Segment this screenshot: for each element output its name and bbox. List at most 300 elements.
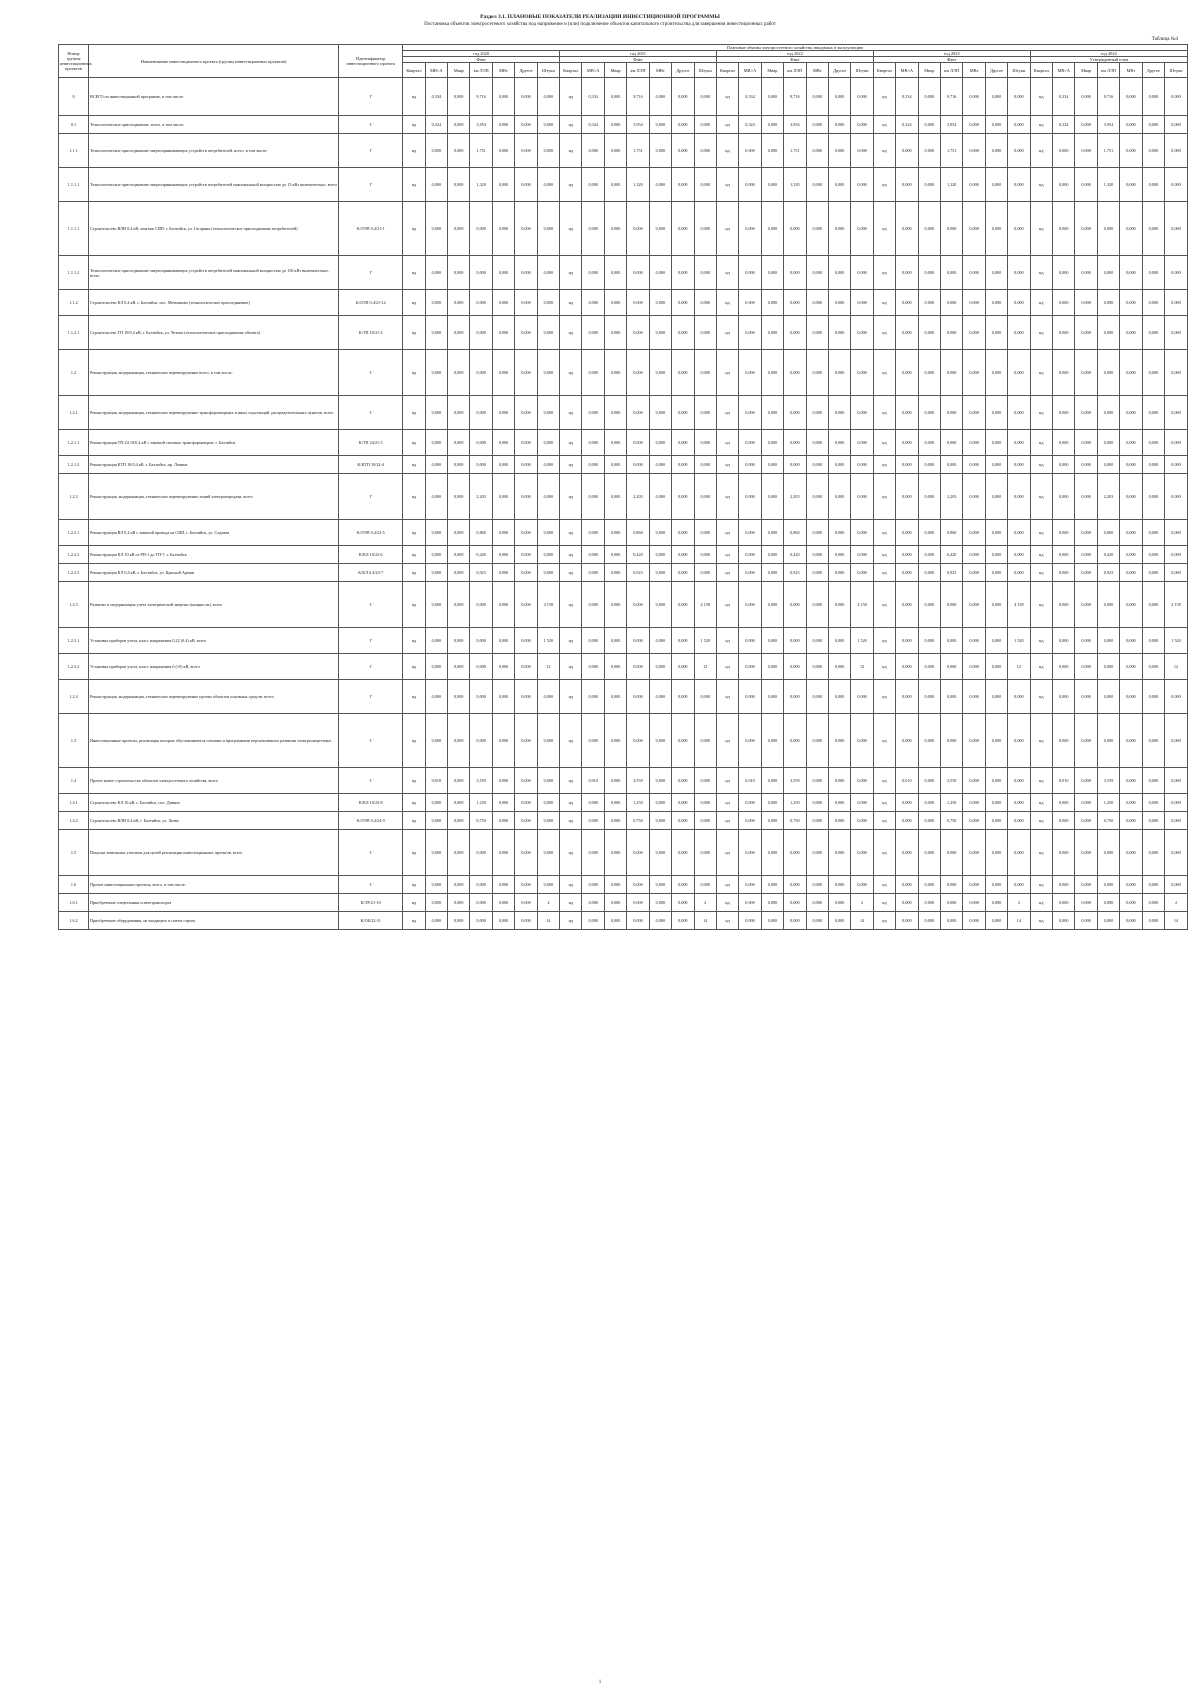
cell-value: 0,000 — [672, 78, 694, 116]
cell-value: 0,000 — [425, 654, 447, 680]
cell-quarter: нд — [873, 78, 895, 116]
cell-value: 0,000 — [784, 396, 806, 430]
cell-quarter: нд — [560, 474, 582, 520]
cell-value: 0,000 — [851, 456, 873, 474]
cell-value: 0,000 — [851, 290, 873, 316]
cell-value: 0,000 — [985, 768, 1007, 794]
cell-quarter: нд — [403, 134, 425, 168]
cell-value: 0,000 — [963, 654, 985, 680]
cell-value: 0,000 — [649, 794, 671, 812]
cell-value: 0,000 — [1008, 78, 1030, 116]
cell-quarter: нд — [403, 564, 425, 582]
cell-value: 1 520 — [1165, 628, 1188, 654]
measure-header: МВт — [649, 63, 671, 78]
cell-value: 0,000 — [425, 474, 447, 520]
cell-value: 0,000 — [470, 316, 492, 350]
cell-value: 0,000 — [1120, 830, 1142, 876]
cell-value: 0,000 — [806, 680, 828, 714]
cell-value: 9,716 — [627, 78, 649, 116]
cell-value: 0,000 — [492, 812, 514, 830]
cell-value: 0,000 — [470, 256, 492, 290]
table-row — [59, 894, 1188, 912]
cell-value: 0,000 — [537, 134, 559, 168]
cell-value: 0,000 — [828, 430, 850, 456]
cell-value: 0,000 — [649, 768, 671, 794]
cell-value: 0,000 — [1008, 168, 1030, 202]
cell-value: 0,000 — [851, 168, 873, 202]
cell-value: 0,000 — [1097, 396, 1119, 430]
cell-value: 0,000 — [806, 894, 828, 912]
cell-value: 0,000 — [985, 894, 1007, 912]
table-row — [59, 396, 1188, 430]
cell-quarter: нд — [1030, 396, 1052, 430]
cell-value: 0,000 — [1053, 564, 1075, 582]
cell-value: 0,000 — [963, 830, 985, 876]
cell-value: 0,334 — [1053, 78, 1075, 116]
cell-value: 0,000 — [627, 396, 649, 430]
cell-value: 0,000 — [985, 256, 1007, 290]
row-name: Приобретение оборудования, не входящего в сметы строек — [89, 912, 339, 930]
cell-value: 0,000 — [739, 290, 761, 316]
cell-value: 0,000 — [694, 680, 716, 714]
cell-value: 0,000 — [1142, 628, 1164, 654]
cell-value: 0,000 — [739, 202, 761, 256]
cell-value: 0,420 — [784, 546, 806, 564]
cell-value: 0,000 — [761, 430, 783, 456]
cell-value: 0,000 — [604, 290, 626, 316]
cell-value: 0,000 — [1142, 290, 1164, 316]
measure-header: Мвар — [448, 63, 470, 78]
row-code: 1.2.3.1 — [59, 628, 89, 654]
measure-header: Другое — [985, 63, 1007, 78]
cell-value: 0,000 — [806, 116, 828, 134]
cell-value: 0,750 — [1097, 812, 1119, 830]
cell-value: 0,000 — [896, 830, 918, 876]
cell-quarter: нд — [1030, 830, 1052, 876]
table-row — [59, 474, 1188, 520]
cell-value: 0,000 — [649, 680, 671, 714]
cell-value: 0,000 — [672, 680, 694, 714]
cell-value: 0,000 — [1120, 582, 1142, 628]
plan-header: Плановые объемы электросетевого хозяйства, вводимых в эксплуатацию — [403, 45, 1188, 51]
cell-quarter: нд — [1030, 680, 1052, 714]
cell-value: 0,000 — [761, 456, 783, 474]
cell-value: 0,000 — [761, 794, 783, 812]
cell-value: 0,000 — [940, 830, 962, 876]
cell-value: 0,000 — [940, 912, 962, 930]
cell-value: 0,000 — [627, 894, 649, 912]
cell-value: 14 — [694, 912, 716, 930]
measure-header: Квартал — [403, 63, 425, 78]
cell-value: 0,000 — [448, 456, 470, 474]
row-code: 0 — [59, 78, 89, 116]
cell-value: 0,000 — [537, 256, 559, 290]
cell-value: 0,000 — [425, 350, 447, 396]
cell-value: 0,000 — [918, 582, 940, 628]
measure-header: МВ×А — [425, 63, 447, 78]
cell-value: 0,000 — [448, 894, 470, 912]
cell-value: 1,320 — [784, 168, 806, 202]
row-id: Г — [339, 768, 403, 794]
cell-value: 0,000 — [1075, 290, 1097, 316]
cell-value: 0,000 — [739, 316, 761, 350]
measure-header: МВт — [963, 63, 985, 78]
cell-quarter: нд — [560, 134, 582, 168]
cell-value: 0,000 — [604, 564, 626, 582]
cell-value: 0,000 — [806, 396, 828, 430]
cell-value: 0,000 — [515, 350, 537, 396]
cell-value: 0,000 — [1142, 894, 1164, 912]
cell-value: 0,000 — [672, 654, 694, 680]
cell-value: 0,000 — [1008, 546, 1030, 564]
cell-value: 0,000 — [806, 316, 828, 350]
cell-value: 0,000 — [806, 628, 828, 654]
measure-header: МВ×А — [896, 63, 918, 78]
cell-value: 0,000 — [896, 168, 918, 202]
cell-value: 0,000 — [1097, 876, 1119, 894]
cell-quarter: нд — [560, 546, 582, 564]
table-row — [59, 564, 1188, 582]
cell-value: 0,000 — [448, 520, 470, 546]
cell-value: 0,000 — [448, 350, 470, 396]
cell-value: 0,000 — [1008, 396, 1030, 430]
cell-value: 0,000 — [582, 546, 604, 564]
cell-value: 0,000 — [784, 830, 806, 876]
row-name: Приобретение спецтехники и автотранспорта — [89, 894, 339, 912]
cell-value: 0,000 — [761, 894, 783, 912]
row-id: K/ЛЭП 0,4/21-12 — [339, 290, 403, 316]
cell-value: 0,000 — [694, 714, 716, 768]
cell-value: 0,000 — [963, 876, 985, 894]
cell-value: 0,000 — [537, 520, 559, 546]
cell-value: 0,000 — [1120, 680, 1142, 714]
cell-value: 0,000 — [1008, 134, 1030, 168]
row-code: 1.2.2.2 — [59, 546, 89, 564]
cell-value: 0,000 — [1165, 812, 1188, 830]
cell-value: 0,000 — [739, 134, 761, 168]
document-subtitle: Постановка объектов электросетевого хозяйства под напряжение и (или) подключение объектов капитального строительства для завершения инвестиционных работ — [424, 22, 776, 27]
cell-value: 2,203 — [470, 474, 492, 520]
cell-quarter: нд — [560, 290, 582, 316]
cell-value: 0,000 — [1165, 116, 1188, 134]
cell-value: 0,000 — [761, 830, 783, 876]
table-row — [59, 794, 1188, 812]
cell-value: 0,000 — [985, 564, 1007, 582]
cell-value: 0,000 — [537, 168, 559, 202]
cell-value: 0,000 — [470, 830, 492, 876]
cell-value: 0,000 — [784, 876, 806, 894]
cell-value: 0,000 — [582, 256, 604, 290]
cell-value: 0,000 — [761, 912, 783, 930]
cell-value: 3,559 — [470, 768, 492, 794]
cell-value: 0,000 — [1120, 474, 1142, 520]
cell-value: 0,000 — [739, 564, 761, 582]
cell-quarter: нд — [716, 912, 738, 930]
cell-value: 0,000 — [425, 168, 447, 202]
cell-value: 1,751 — [1097, 134, 1119, 168]
cell-value: 0,000 — [649, 876, 671, 894]
cell-quarter: нд — [1030, 202, 1052, 256]
cell-value: 0,000 — [1075, 768, 1097, 794]
measure-header: км ЛЭП — [940, 63, 962, 78]
cell-value: 0,000 — [918, 316, 940, 350]
cell-value: 0,000 — [963, 456, 985, 474]
cell-value: 0,000 — [739, 894, 761, 912]
row-name: Реконструкция, модернизация, техническое перевооружение трансформаторных и иных подстанций, распределительных пунктов, всего — [89, 396, 339, 430]
row-code: 1.1.2 — [59, 290, 89, 316]
cell-quarter: нд — [1030, 520, 1052, 546]
measure-header: Штуки — [694, 63, 716, 78]
cell-value: 0,000 — [1142, 546, 1164, 564]
cell-value: 0,000 — [918, 350, 940, 396]
cell-value: 2 — [1165, 894, 1188, 912]
cell-quarter: нд — [1030, 316, 1052, 350]
cell-value: 2,203 — [1097, 474, 1119, 520]
cell-value: 0,000 — [492, 680, 514, 714]
cell-quarter: нд — [560, 812, 582, 830]
cell-value: 0,000 — [1075, 830, 1097, 876]
cell-value: 0,000 — [963, 582, 985, 628]
cell-value: 0,000 — [448, 876, 470, 894]
cell-value: 0,000 — [1075, 812, 1097, 830]
cell-value: 0,000 — [828, 474, 850, 520]
cell-value: 0,000 — [1120, 456, 1142, 474]
cell-value: 0,000 — [1053, 134, 1075, 168]
cell-value: 0,000 — [1008, 116, 1030, 134]
cell-value: 0,000 — [806, 78, 828, 116]
cell-value: 0,000 — [448, 564, 470, 582]
cell-value: 0,000 — [672, 912, 694, 930]
cell-value: 0,000 — [1120, 168, 1142, 202]
cell-quarter: нд — [403, 654, 425, 680]
cell-value: 9,716 — [940, 78, 962, 116]
cell-value: 0,000 — [649, 396, 671, 430]
row-code: 1.1.1 — [59, 134, 89, 168]
cell-value: 0,000 — [761, 520, 783, 546]
cell-value: 0,000 — [963, 350, 985, 396]
cell-value: 0,000 — [1097, 628, 1119, 654]
cell-value: 0,000 — [694, 812, 716, 830]
table-row — [59, 546, 1188, 564]
cell-quarter: нд — [403, 628, 425, 654]
cell-value: 0,000 — [1120, 290, 1142, 316]
cell-value: 0,000 — [918, 768, 940, 794]
cell-value: 0,000 — [761, 768, 783, 794]
cell-value: 0,000 — [672, 628, 694, 654]
cell-value: 0,000 — [537, 830, 559, 876]
cell-value: 0,000 — [604, 116, 626, 134]
cell-quarter: нд — [560, 830, 582, 876]
cell-value: 0,000 — [1053, 350, 1075, 396]
cell-value: 0,000 — [1142, 876, 1164, 894]
cell-value: 4 158 — [694, 582, 716, 628]
cell-value: 0,000 — [470, 654, 492, 680]
cell-value: 0,000 — [784, 430, 806, 456]
cell-value: 0,000 — [1120, 654, 1142, 680]
cell-value: 0,000 — [806, 134, 828, 168]
row-code: 1.1.1.2 — [59, 256, 89, 290]
cell-value: 0,000 — [1165, 474, 1188, 520]
row-name: Технологическое присоединение, всего, в том числе: — [89, 116, 339, 134]
cell-value: 0,000 — [1165, 396, 1188, 430]
cell-value: 0,000 — [806, 830, 828, 876]
cell-quarter: нд — [716, 316, 738, 350]
cell-value: 0,000 — [806, 168, 828, 202]
measure-header: МВ×А — [739, 63, 761, 78]
cell-value: 0,000 — [851, 430, 873, 456]
cell-quarter: нд — [1030, 546, 1052, 564]
cell-value: 0,000 — [828, 290, 850, 316]
cell-value: 0,000 — [604, 134, 626, 168]
cell-value: 0,000 — [627, 582, 649, 628]
cell-value: 0,000 — [739, 546, 761, 564]
cell-value: 0,000 — [1165, 794, 1188, 812]
cell-value: 3,559 — [940, 768, 962, 794]
cell-value: 1,250 — [784, 794, 806, 812]
cell-value: 0,000 — [1008, 256, 1030, 290]
cell-value: 0,000 — [425, 628, 447, 654]
cell-value: 12 — [537, 654, 559, 680]
cell-value: 0,000 — [694, 316, 716, 350]
cell-value: 0,000 — [515, 520, 537, 546]
cell-value: 0,000 — [940, 350, 962, 396]
row-id: K/ОБ/22-11 — [339, 912, 403, 930]
cell-value: 0,000 — [582, 134, 604, 168]
cell-value: 0,000 — [896, 812, 918, 830]
cell-quarter: нд — [1030, 116, 1052, 134]
cell-value: 0,000 — [851, 520, 873, 546]
cell-value: 0,000 — [918, 894, 940, 912]
row-name: Прочие инвестиционные проекты, всего, в том числе: — [89, 876, 339, 894]
year-header: год 2022 — [716, 51, 873, 57]
cell-value: 0,000 — [1165, 134, 1188, 168]
measure-header: Другое — [515, 63, 537, 78]
cell-value: 0,000 — [1120, 256, 1142, 290]
table-row — [59, 290, 1188, 316]
cell-value: 0,000 — [1097, 582, 1119, 628]
cell-quarter: нд — [1030, 912, 1052, 930]
cell-value: 0,000 — [425, 912, 447, 930]
cell-value: 0,000 — [672, 894, 694, 912]
cell-value: 0,000 — [828, 912, 850, 930]
cell-value: 0,000 — [806, 256, 828, 290]
cell-value: 0,000 — [828, 794, 850, 812]
cell-value: 0,000 — [896, 474, 918, 520]
row-name: Строительство ВЛИ 0,4 кВ, г. Балтийск, ул. Литке — [89, 812, 339, 830]
cell-value: 0,000 — [1075, 520, 1097, 546]
cell-value: 0,000 — [739, 456, 761, 474]
cell-value: 0,000 — [582, 876, 604, 894]
cell-value: 0,000 — [1008, 876, 1030, 894]
cell-value: 0,000 — [1165, 168, 1188, 202]
cell-value: 1,751 — [627, 134, 649, 168]
cell-value: 0,000 — [896, 628, 918, 654]
cell-quarter: нд — [873, 430, 895, 456]
cell-quarter: нд — [560, 628, 582, 654]
cell-quarter: нд — [560, 202, 582, 256]
cell-value: 0,000 — [828, 456, 850, 474]
cell-value: 0,000 — [963, 546, 985, 564]
cell-value: 0,000 — [761, 474, 783, 520]
cell-value: 0,000 — [985, 290, 1007, 316]
cell-value: 0,000 — [1142, 794, 1164, 812]
cell-value: 0,000 — [582, 714, 604, 768]
cell-value: 1 520 — [694, 628, 716, 654]
cell-value: 0,000 — [1165, 830, 1188, 876]
cell-quarter: нд — [1030, 714, 1052, 768]
cell-value: 0,000 — [582, 812, 604, 830]
cell-value: 0,000 — [828, 116, 850, 134]
cell-value: 0,000 — [649, 116, 671, 134]
cell-value: 0,000 — [627, 202, 649, 256]
row-id: K/КЛ 0,4/23-7 — [339, 564, 403, 582]
row-id: K/ЛЭП 0,4/22-5 — [339, 520, 403, 546]
cell-value: 0,000 — [582, 456, 604, 474]
cell-value: 0,000 — [1053, 714, 1075, 768]
cell-quarter: нд — [873, 202, 895, 256]
cell-value: 0,000 — [694, 78, 716, 116]
cell-value: 0,000 — [649, 582, 671, 628]
cell-value: 0,000 — [1008, 456, 1030, 474]
cell-value: 0,324 — [1053, 116, 1075, 134]
cell-value: 0,000 — [1097, 290, 1119, 316]
cell-value: 0,000 — [1053, 316, 1075, 350]
cell-quarter: нд — [716, 520, 738, 546]
measure-header: МВт — [492, 63, 514, 78]
cell-value: 0,000 — [1075, 876, 1097, 894]
cell-quarter: нд — [403, 546, 425, 564]
cell-value: 0,000 — [1008, 316, 1030, 350]
cell-quarter: нд — [716, 202, 738, 256]
cell-value: 0,000 — [448, 116, 470, 134]
cell-quarter: нд — [873, 168, 895, 202]
cell-value: 0,000 — [448, 168, 470, 202]
cell-quarter: нд — [560, 714, 582, 768]
cell-quarter: нд — [873, 714, 895, 768]
cell-value: 0,000 — [851, 396, 873, 430]
cell-value: 0,000 — [604, 582, 626, 628]
cell-quarter: нд — [1030, 794, 1052, 812]
cell-value: 0,010 — [582, 768, 604, 794]
cell-quarter: нд — [403, 714, 425, 768]
cell-value: 0,000 — [806, 430, 828, 456]
cell-value: 0,000 — [918, 794, 940, 812]
cell-value: 0,000 — [828, 894, 850, 912]
cell-value: 0,000 — [1008, 564, 1030, 582]
cell-value: 0,000 — [425, 290, 447, 316]
cell-value: 0,000 — [761, 564, 783, 582]
year-header: год 2024 — [1030, 51, 1187, 57]
cell-value: 0,000 — [918, 546, 940, 564]
cell-value: 0,000 — [806, 456, 828, 474]
cell-quarter: нд — [716, 474, 738, 520]
cell-value: 0,000 — [940, 628, 962, 654]
cell-value: 0,000 — [940, 894, 962, 912]
cell-value: 0,000 — [694, 564, 716, 582]
row-code: 1.6.2 — [59, 912, 89, 930]
cell-value: 0,000 — [896, 680, 918, 714]
cell-value: 0,000 — [739, 876, 761, 894]
cell-quarter: нд — [560, 520, 582, 546]
cell-quarter: нд — [560, 78, 582, 116]
cell-value: 0,000 — [896, 396, 918, 430]
cell-value: 0,000 — [1075, 628, 1097, 654]
row-id: K/ЛЭП 0,4/21-1 — [339, 202, 403, 256]
cell-value: 0,000 — [492, 456, 514, 474]
cell-value: 0,000 — [940, 876, 962, 894]
cell-value: 0,000 — [492, 134, 514, 168]
cell-value: 0,000 — [1120, 116, 1142, 134]
